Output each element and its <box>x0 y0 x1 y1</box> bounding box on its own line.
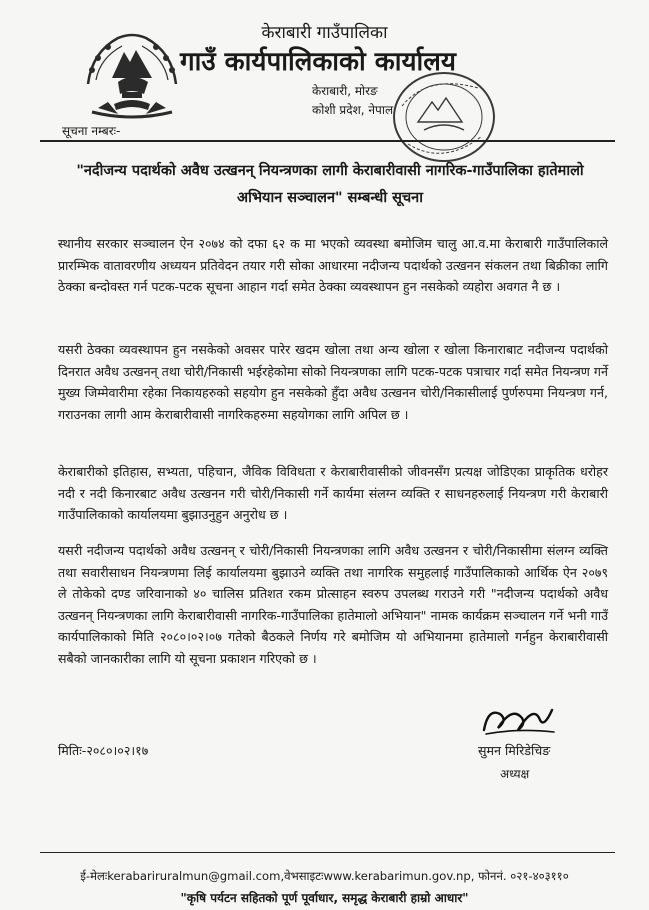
letter-number-label: सूचना नम्बरः- <box>62 124 121 138</box>
office-title: गाउँ कार्यपालिकाको कार्यालय <box>180 47 456 77</box>
body-paragraph-3: केराबारीको इतिहास, सभ्यता, पहिचान, जैविक विविधता र केराबारीवासीको जीवनसँग प्रत्यक्ष जोडिएका प्राकृतिक धरोहर नदी र नदी किनारबाट अवैध उत्खनन गरी चोरी/निकासी गर्ने कार्यमा संलग्न व्यक्ति र साधनहरुलाई नियन्त्रण गरी केराबारी गाउँपालिकाको कार्यालयमा बुझाउनुहुन अनुरोध छ । <box>58 464 608 522</box>
notice-subject: "नदीजन्य पदार्थको अवैध उत्खनन् नियन्त्रणका लागी केराबारीवासी नागरिक-गाउँपालिका हातेमालो अभियान सञ्चालन" सम्बन्धी सूचना <box>76 163 584 206</box>
signer-title: अध्यक्ष <box>500 767 530 781</box>
office-stamp-icon <box>388 66 500 168</box>
signer-name: सुमन मिरिडेचिङ <box>478 743 551 758</box>
footer-contact: ई-मेलःkerabariruralmun@gmail.com,वेभसाइटःwww.kerabarimun.gov.np, फोननं. ०२१-४०३११० <box>80 869 569 883</box>
handwritten-signature-icon <box>478 700 558 740</box>
footer-divider <box>40 852 615 853</box>
body-paragraph-4: यसरी नदीजन्य पदार्थको अवैध उत्खनन् र चोरी/निकासी नियन्त्रणका लागि अवैध उत्खनन र चोरी/निकासीमा संलग्न व्यक्ति तथा सवारीसाधन नियन्त्रणमा लिई कार्यालयमा बुझाउने व्यक्ति तथा नागरिक समुहलाई गाउँपालिकाको आर्थिक ऐन २०७९ ले तोकेको दण्ड जरिवानाको ४० चालिस प्रतिशत रकम प्रोत्साहन स्वरुप उपलब्ध गराउने गरी "नदीजन्य पदार्थको अवैध उत्खनन् नियन्त्रणका लागि केराबारीवासी नागरिक-गाउँपालिका हातेमालो अभियान" नामक कार्यक्रम सञ्चालन गर्ने भनी गाउँ कार्यपालिकाको मिति २०८०।०२।०७ गतेको बैठकले निर्णय गरे बमोजिम यो अभियानमा हातेमालो गर्नहुन केराबारीवासी सबैको जानकारीका लागि यो सूचना प्रकाशन गरिएको छ । <box>58 543 608 666</box>
address-line-2: कोशी प्रदेश, नेपाल <box>312 103 394 117</box>
notice-date: मितिः-२०८०।०२।१७ <box>58 743 149 758</box>
body-paragraph-2: यसरी ठेक्का व्यवस्थापन हुन नसकेको अवसर पारेर खदम खोला तथा अन्य खोला र खोला किनाराबाट नदीजन्य पदार्थको दिनरात अवैध उत्खनन् तथा चोरी/निकासी भईरहेकोमा सोको नियन्त्रणका लागि पटक-पटक पत्राचार गर्दा समेत नियन्त्रण गर्ने मुख्य जिम्मेवारीमा रहेका निकायहरुको सहयोग हुन नसकेको हुँदा अवैध उत्खनन चोरी/निकासीलाई पुर्णरुपमा नियन्त्रण गर्न, गराउनका लागी आम केराबारीवासी नागरिकहरुमा सहयोगका लागि अपिल छ । <box>58 342 608 422</box>
header-divider <box>40 140 615 142</box>
body-paragraph-1: स्थानीय सरकार सञ्चालन ऐन २०७४ को दफा ६२ क मा भएको व्यवस्था बमोजिम चालु आ.व.मा केराबारी गाउँपालिकाले प्रारम्भिक वातावरणीय अध्ययन प्रतिवेदन तयार गरी सोका आधारमा नदीजन्य पदार्थको उत्खनन संकलन तथा बिक्रीका लागि ठेक्का बन्दोवस्त गर्न पटक-पटक सूचना आहान गर्दा समेत ठेक्का व्यवस्थापन हुन नसकेको व्यहोरा अवगत नै छ । <box>58 236 608 294</box>
footer-slogan: "कृषि पर्यटन सहितको पूर्ण पूर्वाधार, समृद्ध केराबारी हाम्रो आधार" <box>180 891 469 905</box>
address-line-1: केराबारी, मोरङ <box>312 84 378 98</box>
org-name: केराबारी गाउँपालिका <box>261 23 388 43</box>
